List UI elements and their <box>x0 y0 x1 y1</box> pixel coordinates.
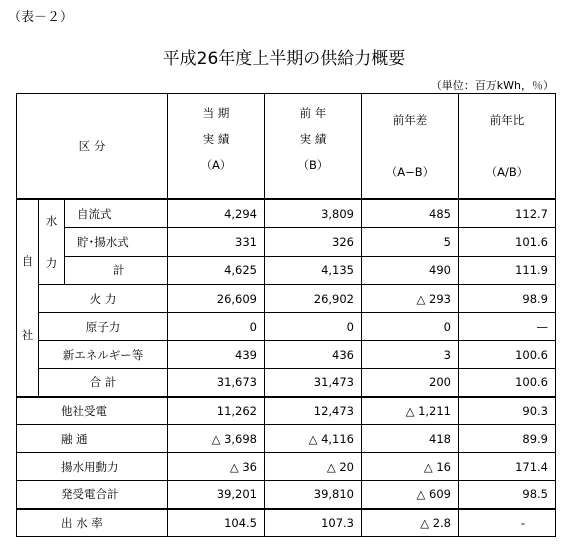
row-label: 出 水 率 <box>17 509 168 537</box>
cell-current: 439 <box>168 341 265 369</box>
cell-previous: 39,810 <box>265 481 362 509</box>
header-ratio-line2: （A/B） <box>485 165 529 179</box>
row-label: 計 <box>65 256 168 285</box>
cell-previous: 326 <box>265 228 362 257</box>
header-kubun: 区 分 <box>17 94 168 200</box>
header-diff-line2: （A−B） <box>385 165 435 179</box>
cell-previous: 31,473 <box>265 369 362 397</box>
cell-diff: 485 <box>362 199 459 228</box>
header-ratio-line1: 前年比 <box>489 113 525 127</box>
group-label-chikara: 力 <box>45 256 58 270</box>
cell-previous: 107.3 <box>265 509 362 537</box>
cell-ratio: 101.6 <box>459 228 556 257</box>
unit-label: （単位：百万kWh，％） <box>430 79 554 92</box>
group-label-mizu: 水 <box>45 214 58 228</box>
cell-current: △ 36 <box>168 453 265 481</box>
cell-previous: △ 20 <box>265 453 362 481</box>
cell-current: 26,609 <box>168 285 265 313</box>
row-label: 合 計 <box>39 369 168 397</box>
row-label: 発受電合計 <box>17 481 168 509</box>
cell-diff: 5 <box>362 228 459 257</box>
cell-diff: △ 2.8 <box>362 509 459 537</box>
header-previous-line2: 実 績 <box>299 132 327 146</box>
row-label: 火 力 <box>39 285 168 313</box>
header-previous-line1: 前 年 <box>299 106 327 120</box>
header-previous-actual <box>265 94 362 200</box>
header-current-line2: 実 績 <box>202 132 230 146</box>
cell-diff: 200 <box>362 369 459 397</box>
cell-current: 104.5 <box>168 509 265 537</box>
header-current-line3: （A） <box>200 158 232 172</box>
cell-diff: 0 <box>362 313 459 341</box>
row-label: 他社受電 <box>17 397 168 425</box>
cell-current: 4,294 <box>168 199 265 228</box>
cell-ratio: 90.3 <box>459 397 556 425</box>
table-row <box>17 199 556 228</box>
cell-diff: 3 <box>362 341 459 369</box>
cell-ratio: 171.4 <box>459 453 556 481</box>
group-label-suiryoku <box>39 199 65 285</box>
table-row <box>17 256 556 285</box>
table-row <box>17 509 556 537</box>
cell-current: 331 <box>168 228 265 257</box>
cell-current: 31,673 <box>168 369 265 397</box>
cell-diff: 418 <box>362 425 459 453</box>
cell-diff: △ 1,211 <box>362 397 459 425</box>
cell-ratio: 112.7 <box>459 199 556 228</box>
supply-capacity-table <box>16 93 556 537</box>
group-label-sha: 社 <box>21 327 34 342</box>
cell-previous: △ 4,116 <box>265 425 362 453</box>
row-label: 融 通 <box>17 425 168 453</box>
row-label: 揚水用動力 <box>17 453 168 481</box>
header-yoy-diff <box>362 94 459 200</box>
table-row <box>17 313 556 341</box>
cell-previous: 0 <box>265 313 362 341</box>
page-title: 平成26年度上半期の供給力概要 <box>162 49 406 69</box>
table-row <box>17 425 556 453</box>
cell-current: 0 <box>168 313 265 341</box>
cell-diff: △ 609 <box>362 481 459 509</box>
cell-ratio: - <box>459 509 556 537</box>
cell-diff: △ 293 <box>362 285 459 313</box>
table-row <box>17 228 556 257</box>
table-row <box>17 369 556 397</box>
cell-diff: △ 16 <box>362 453 459 481</box>
cell-previous: 4,135 <box>265 256 362 285</box>
cell-diff: 490 <box>362 256 459 285</box>
row-label: 自流式 <box>65 199 168 228</box>
row-label: 新エネルギー等 <box>39 341 168 369</box>
header-diff-line1: 前年差 <box>392 113 428 127</box>
group-label-jisha <box>17 199 39 397</box>
cell-ratio: 98.9 <box>459 285 556 313</box>
cell-ratio: 100.6 <box>459 341 556 369</box>
header-row <box>17 94 556 200</box>
row-label: 原子力 <box>39 313 168 341</box>
header-current-line1: 当 期 <box>202 106 230 120</box>
cell-ratio: — <box>459 313 556 341</box>
table-row <box>17 453 556 481</box>
cell-current: △ 3,698 <box>168 425 265 453</box>
table-row <box>17 285 556 313</box>
cell-previous: 26,902 <box>265 285 362 313</box>
table-row <box>17 397 556 425</box>
table-row <box>17 341 556 369</box>
group-label-ji: 自 <box>21 253 34 268</box>
cell-previous: 436 <box>265 341 362 369</box>
cell-current: 11,262 <box>168 397 265 425</box>
header-previous-line3: （B） <box>297 158 329 172</box>
cell-ratio: 89.9 <box>459 425 556 453</box>
table-number-label: （表－２） <box>8 10 74 25</box>
cell-current: 4,625 <box>168 256 265 285</box>
cell-current: 39,201 <box>168 481 265 509</box>
header-yoy-ratio <box>459 94 556 200</box>
header-current-actual <box>168 94 265 200</box>
cell-ratio: 111.9 <box>459 256 556 285</box>
cell-previous: 3,809 <box>265 199 362 228</box>
cell-previous: 12,473 <box>265 397 362 425</box>
row-label: 貯･揚水式 <box>65 228 168 257</box>
table-row <box>17 481 556 509</box>
cell-ratio: 100.6 <box>459 369 556 397</box>
cell-ratio: 98.5 <box>459 481 556 509</box>
